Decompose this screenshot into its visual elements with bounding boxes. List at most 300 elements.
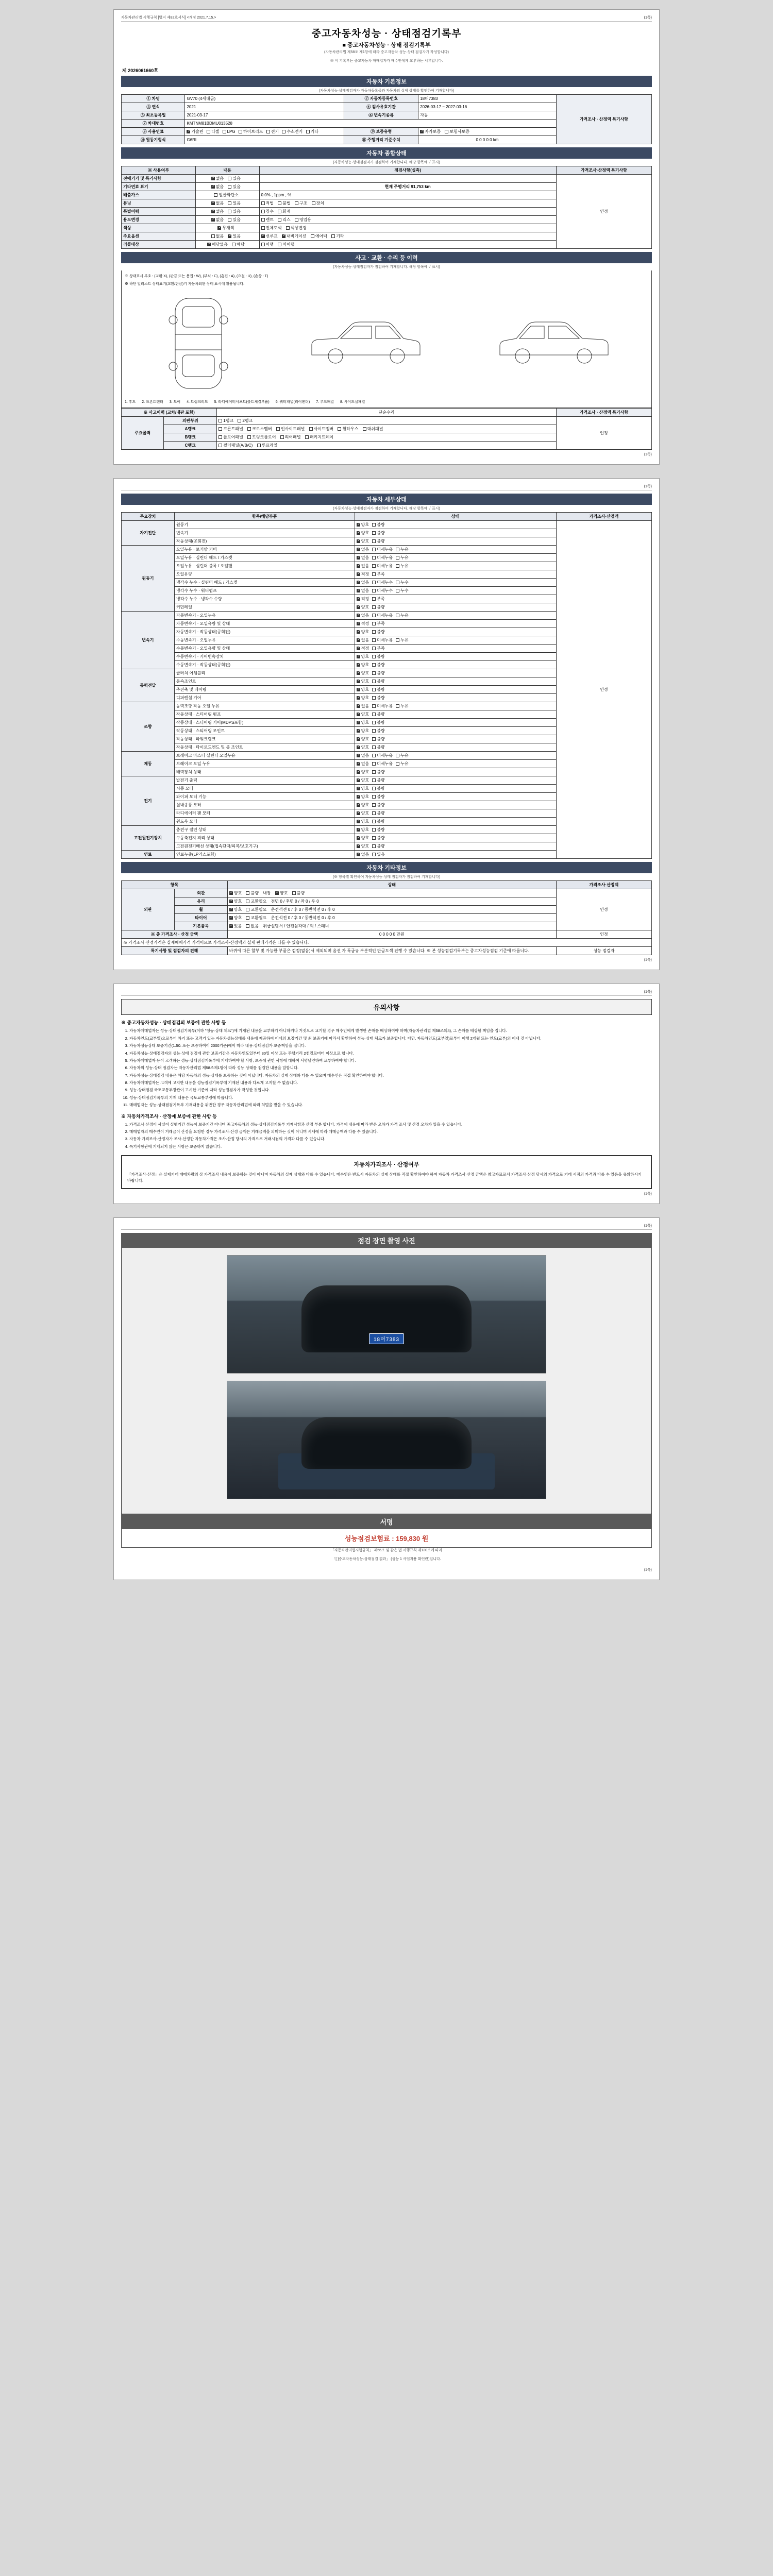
detail-opt-2[interactable]: [396, 637, 408, 643]
etc-row-2-opts[interactable]: [227, 906, 556, 914]
usechange-detail[interactable]: [259, 216, 556, 224]
usechange-none[interactable]: [211, 217, 224, 223]
checkbox-icon[interactable]: [372, 647, 376, 650]
detail-opt-0[interactable]: [357, 802, 369, 808]
checkbox-icon[interactable]: [372, 853, 376, 856]
detail-item-options[interactable]: [355, 653, 556, 661]
detail-item-options[interactable]: [355, 809, 556, 818]
recall-done[interactable]: [261, 242, 274, 247]
checkbox-icon[interactable]: [357, 729, 360, 733]
detail-item-options[interactable]: [355, 587, 556, 595]
checkbox-icon[interactable]: [372, 663, 376, 667]
checkbox-icon[interactable]: [357, 597, 360, 601]
detail-opt-1[interactable]: [372, 744, 384, 750]
checkbox-icon[interactable]: [357, 696, 360, 700]
fuel-options[interactable]: [185, 128, 344, 136]
checkbox-icon[interactable]: [357, 803, 360, 807]
detail-opt-1[interactable]: [372, 580, 393, 585]
checkbox-icon[interactable]: [357, 655, 360, 658]
checkbox-icon[interactable]: [396, 762, 399, 766]
checkbox-icon[interactable]: [372, 729, 376, 733]
detail-item-options[interactable]: [355, 710, 556, 719]
detail-opt-0[interactable]: [357, 794, 369, 800]
detail-item-options[interactable]: [355, 785, 556, 793]
wheel-replace[interactable]: [246, 907, 266, 912]
checkbox-icon[interactable]: [357, 844, 360, 848]
detail-item-options[interactable]: [355, 801, 556, 809]
detail-item-options[interactable]: [355, 743, 556, 752]
checkbox-icon[interactable]: [357, 688, 360, 691]
detail-opt-1[interactable]: [372, 794, 384, 800]
checkbox-icon[interactable]: [357, 647, 360, 650]
detail-item-options[interactable]: [355, 677, 556, 686]
opt-none-1[interactable]: [211, 184, 224, 190]
detail-opt-0[interactable]: [357, 646, 369, 651]
detail-opt-1[interactable]: [372, 637, 393, 643]
detail-opt-1[interactable]: [372, 646, 384, 651]
tuning-none[interactable]: [211, 200, 224, 206]
detail-opt-1[interactable]: [372, 596, 384, 602]
detail-item-options[interactable]: [355, 834, 556, 842]
checkbox-icon[interactable]: [357, 531, 360, 535]
detail-opt-0[interactable]: [357, 819, 369, 824]
checkbox-icon[interactable]: [357, 680, 360, 683]
checkbox-icon[interactable]: [357, 548, 360, 551]
frame-b-3[interactable]: [305, 434, 333, 440]
checkbox-icon[interactable]: [396, 638, 399, 642]
detail-item-options[interactable]: [355, 768, 556, 776]
detail-opt-2[interactable]: [396, 613, 408, 618]
tuning-detail[interactable]: [259, 199, 556, 208]
detail-opt-0[interactable]: [357, 571, 369, 577]
checkbox-icon[interactable]: [357, 811, 360, 815]
detail-opt-1[interactable]: [372, 670, 384, 676]
recall-yes[interactable]: [232, 242, 244, 247]
fuel-option-gasoline[interactable]: [187, 129, 203, 134]
detail-opt-0[interactable]: [357, 769, 369, 775]
detail-item-options[interactable]: [355, 669, 556, 677]
detail-opt-1[interactable]: [372, 571, 384, 577]
detail-item-options[interactable]: [355, 529, 556, 537]
opt-co[interactable]: [214, 192, 239, 198]
checkbox-icon[interactable]: [372, 581, 376, 584]
special-none[interactable]: [211, 209, 224, 214]
detail-opt-1[interactable]: [372, 687, 384, 692]
checkbox-icon[interactable]: [396, 614, 399, 617]
checkbox-icon[interactable]: [372, 795, 376, 799]
detail-item-options[interactable]: [355, 603, 556, 612]
special-flood[interactable]: [261, 209, 274, 214]
fuel-option-h2[interactable]: [282, 129, 303, 134]
row-opts-7[interactable]: [196, 232, 259, 241]
checkbox-icon[interactable]: [357, 663, 360, 667]
fuel-option-diesel[interactable]: [207, 129, 219, 134]
checkbox-icon[interactable]: [357, 836, 360, 840]
option-sunroof[interactable]: [261, 233, 278, 239]
checkbox-icon[interactable]: [357, 539, 360, 543]
detail-opt-0[interactable]: [357, 654, 369, 659]
detail-item-options[interactable]: [355, 537, 556, 546]
interior-bad[interactable]: [292, 890, 305, 896]
color-detail[interactable]: [259, 224, 556, 232]
detail-opt-1[interactable]: [372, 621, 384, 626]
tuning-illegal[interactable]: [278, 200, 290, 206]
color-original[interactable]: [217, 225, 234, 231]
special-detail[interactable]: [259, 208, 556, 216]
detail-item-options[interactable]: [355, 826, 556, 834]
detail-item-options[interactable]: [355, 546, 556, 554]
detail-opt-1[interactable]: [372, 761, 393, 767]
checkbox-icon[interactable]: [372, 548, 376, 551]
checkbox-icon[interactable]: [357, 564, 360, 568]
checkbox-icon[interactable]: [372, 556, 376, 560]
frame-a-5[interactable]: [363, 426, 383, 432]
detail-opt-0[interactable]: [357, 670, 369, 676]
detail-opt-1[interactable]: [372, 695, 384, 701]
exterior-good[interactable]: [229, 890, 242, 896]
row-opts-3[interactable]: [196, 199, 259, 208]
checkbox-icon[interactable]: [372, 811, 376, 815]
checkbox-icon[interactable]: [372, 721, 376, 724]
detail-opt-1[interactable]: [372, 538, 384, 544]
checkbox-icon[interactable]: [372, 671, 376, 675]
checkbox-icon[interactable]: [357, 770, 360, 774]
detail-opt-0[interactable]: [357, 761, 369, 767]
checkbox-icon[interactable]: [396, 754, 399, 757]
detail-item-options[interactable]: [355, 760, 556, 768]
color-changed[interactable]: [286, 225, 307, 231]
detail-item-options[interactable]: [355, 719, 556, 727]
row-opts-8[interactable]: [196, 241, 259, 249]
detail-item-options[interactable]: [355, 579, 556, 587]
detail-opt-2[interactable]: [396, 761, 408, 767]
checkbox-icon[interactable]: [357, 721, 360, 724]
checkbox-icon[interactable]: [372, 531, 376, 535]
checkbox-icon[interactable]: [357, 853, 360, 856]
checkbox-icon[interactable]: [357, 581, 360, 584]
opt-yes-1[interactable]: [228, 184, 240, 190]
checkbox-icon[interactable]: [372, 614, 376, 617]
detail-item-options[interactable]: [355, 645, 556, 653]
checkbox-icon[interactable]: [372, 564, 376, 568]
detail-opt-1[interactable]: [372, 728, 384, 734]
detail-opt-1[interactable]: [372, 604, 384, 610]
checkbox-icon[interactable]: [396, 564, 399, 568]
detail-opt-1[interactable]: [372, 654, 384, 659]
checkbox-icon[interactable]: [372, 787, 376, 790]
checkbox-icon[interactable]: [372, 680, 376, 683]
usechange-lease[interactable]: [278, 217, 290, 223]
detail-opt-0[interactable]: [357, 695, 369, 701]
checkbox-icon[interactable]: [357, 572, 360, 576]
checkbox-icon[interactable]: [396, 556, 399, 560]
checkbox-icon[interactable]: [396, 581, 399, 584]
option-etc[interactable]: [331, 233, 344, 239]
row-opts-4[interactable]: [196, 208, 259, 216]
glass-good[interactable]: [229, 899, 242, 904]
etc-row-3-opts[interactable]: [227, 914, 556, 922]
detail-opt-0[interactable]: [357, 852, 369, 857]
checkbox-icon[interactable]: [372, 589, 376, 592]
detail-opt-0[interactable]: [357, 613, 369, 618]
detail-item-options[interactable]: [355, 620, 556, 628]
checkbox-icon[interactable]: [372, 688, 376, 691]
detail-opt-1[interactable]: [372, 852, 384, 857]
checkbox-icon[interactable]: [357, 523, 360, 527]
detail-item-options[interactable]: [355, 694, 556, 702]
detail-opt-0[interactable]: [357, 662, 369, 668]
detail-opt-0[interactable]: [357, 596, 369, 602]
row-opts-6[interactable]: [196, 224, 259, 232]
checkbox-icon[interactable]: [372, 820, 376, 823]
recall-na[interactable]: [207, 242, 228, 247]
detail-opt-1[interactable]: [372, 777, 384, 783]
fuel-option-etc[interactable]: [306, 129, 318, 134]
checkbox-icon[interactable]: [357, 795, 360, 799]
detail-opt-1[interactable]: [372, 563, 393, 569]
usechange-rent[interactable]: [261, 217, 274, 223]
detail-opt-0[interactable]: [357, 744, 369, 750]
frame-items-a[interactable]: [217, 425, 557, 433]
checkbox-icon[interactable]: [372, 622, 376, 625]
detail-opt-1[interactable]: [372, 720, 384, 725]
option-nav[interactable]: [282, 233, 307, 239]
checkbox-icon[interactable]: [396, 548, 399, 551]
checkbox-icon[interactable]: [372, 770, 376, 774]
checkbox-icon[interactable]: [372, 778, 376, 782]
checkbox-icon[interactable]: [372, 844, 376, 848]
detail-opt-0[interactable]: [357, 563, 369, 569]
checkbox-icon[interactable]: [357, 614, 360, 617]
checkbox-icon[interactable]: [357, 737, 360, 741]
frame-b-0[interactable]: [219, 434, 243, 440]
detail-opt-0[interactable]: [357, 555, 369, 561]
checkbox-icon[interactable]: [396, 589, 399, 592]
checkbox-icon[interactable]: [372, 630, 376, 634]
detail-opt-0[interactable]: [357, 604, 369, 610]
frame-c-1[interactable]: [257, 443, 278, 448]
detail-item-options[interactable]: [355, 842, 556, 851]
detail-opt-1[interactable]: [372, 736, 384, 742]
detail-item-options[interactable]: [355, 595, 556, 603]
detail-opt-0[interactable]: [357, 530, 369, 536]
detail-item-options[interactable]: [355, 636, 556, 645]
detail-opt-2[interactable]: [396, 703, 408, 709]
row-opts-1[interactable]: [196, 183, 259, 191]
detail-opt-0[interactable]: [357, 703, 369, 709]
checkbox-icon[interactable]: [357, 778, 360, 782]
outer-rank1[interactable]: [219, 418, 233, 423]
warranty-option-insurer[interactable]: [445, 129, 469, 134]
frame-c-0[interactable]: [219, 443, 253, 448]
detail-opt-0[interactable]: [357, 736, 369, 742]
detail-opt-0[interactable]: [357, 637, 369, 643]
detail-opt-0[interactable]: [357, 810, 369, 816]
detail-opt-1[interactable]: [372, 662, 384, 668]
recall-detail[interactable]: [259, 241, 556, 249]
recall-pending[interactable]: [278, 242, 294, 247]
detail-opt-2[interactable]: [396, 753, 408, 758]
detail-opt-0[interactable]: [357, 588, 369, 594]
detail-item-options[interactable]: [355, 661, 556, 669]
detail-opt-1[interactable]: [372, 843, 384, 849]
detail-opt-0[interactable]: [357, 777, 369, 783]
etc-row-0-opts[interactable]: [227, 889, 556, 897]
checkbox-icon[interactable]: [372, 737, 376, 741]
detail-opt-0[interactable]: [357, 728, 369, 734]
warranty-options[interactable]: [418, 128, 557, 136]
checkbox-icon[interactable]: [372, 655, 376, 658]
detail-opt-0[interactable]: [357, 629, 369, 635]
opt-none-0[interactable]: [211, 176, 224, 181]
checkbox-icon[interactable]: [357, 762, 360, 766]
basic-items-no[interactable]: [246, 923, 258, 929]
checkbox-icon[interactable]: [372, 539, 376, 543]
detail-opt-0[interactable]: [357, 580, 369, 585]
frame-a-3[interactable]: [309, 426, 334, 432]
detail-opt-1[interactable]: [372, 555, 393, 561]
glass-replace[interactable]: [246, 899, 266, 904]
outer-rank-row[interactable]: [217, 417, 557, 425]
detail-item-options[interactable]: [355, 570, 556, 579]
detail-item-options[interactable]: [355, 562, 556, 570]
opt-yes-0[interactable]: [228, 176, 240, 181]
detail-opt-1[interactable]: [372, 786, 384, 791]
detail-opt-1[interactable]: [372, 753, 393, 758]
detail-opt-2[interactable]: [396, 588, 408, 594]
tire-good[interactable]: [229, 915, 242, 921]
checkbox-icon[interactable]: [357, 820, 360, 823]
checkbox-icon[interactable]: [372, 803, 376, 807]
detail-item-options[interactable]: [355, 851, 556, 859]
tuning-device[interactable]: [312, 200, 324, 206]
checkbox-icon[interactable]: [372, 523, 376, 527]
detail-opt-1[interactable]: [372, 819, 384, 824]
detail-opt-1[interactable]: [372, 588, 393, 594]
checkbox-icon[interactable]: [372, 704, 376, 708]
frame-b-1[interactable]: [247, 434, 276, 440]
outer-rank2[interactable]: [238, 418, 253, 423]
warranty-option-self[interactable]: [420, 129, 441, 134]
checkbox-icon[interactable]: [357, 828, 360, 832]
checkbox-icon[interactable]: [357, 622, 360, 625]
detail-opt-1[interactable]: [372, 522, 384, 528]
detail-item-options[interactable]: [355, 521, 556, 529]
detail-opt-0[interactable]: [357, 711, 369, 717]
detail-item-options[interactable]: [355, 793, 556, 801]
checkbox-icon[interactable]: [357, 589, 360, 592]
detail-item-options[interactable]: [355, 727, 556, 735]
color-full-repaint[interactable]: [261, 225, 282, 231]
checkbox-icon[interactable]: [372, 638, 376, 642]
detail-item-options[interactable]: [355, 554, 556, 562]
checkbox-icon[interactable]: [372, 762, 376, 766]
tire-replace[interactable]: [246, 915, 266, 921]
special-fire[interactable]: [278, 209, 290, 214]
detail-item-options[interactable]: [355, 686, 556, 694]
checkbox-icon[interactable]: [372, 572, 376, 576]
usechange-yes[interactable]: [228, 217, 240, 223]
detail-opt-0[interactable]: [357, 522, 369, 528]
checkbox-icon[interactable]: [396, 704, 399, 708]
option-airbag[interactable]: [311, 233, 327, 239]
fuel-option-lpg[interactable]: [223, 129, 236, 134]
checkbox-icon[interactable]: [357, 754, 360, 757]
detail-item-options[interactable]: [355, 818, 556, 826]
detail-item-options[interactable]: [355, 612, 556, 620]
detail-opt-0[interactable]: [357, 538, 369, 544]
detail-opt-0[interactable]: [357, 621, 369, 626]
detail-opt-1[interactable]: [372, 613, 393, 618]
frame-b-2[interactable]: [280, 434, 301, 440]
special-yes[interactable]: [228, 209, 240, 214]
detail-opt-0[interactable]: [357, 843, 369, 849]
detail-opt-0[interactable]: [357, 786, 369, 791]
detail-opt-1[interactable]: [372, 530, 384, 536]
detail-item-options[interactable]: [355, 735, 556, 743]
detail-opt-0[interactable]: [357, 679, 369, 684]
detail-opt-0[interactable]: [357, 753, 369, 758]
detail-opt-1[interactable]: [372, 547, 393, 552]
frame-items-b[interactable]: [217, 433, 557, 442]
row-opts-5[interactable]: [196, 216, 259, 224]
checkbox-icon[interactable]: [372, 745, 376, 749]
detail-opt-1[interactable]: [372, 835, 384, 841]
checkbox-icon[interactable]: [357, 713, 360, 716]
detail-opt-1[interactable]: [372, 703, 393, 709]
row-opts-0[interactable]: [196, 175, 259, 183]
usechange-biz[interactable]: [295, 217, 311, 223]
checkbox-icon[interactable]: [357, 556, 360, 560]
detail-item-options[interactable]: [355, 702, 556, 710]
row-opts-2[interactable]: [196, 191, 259, 199]
detail-opt-1[interactable]: [372, 679, 384, 684]
detail-opt-0[interactable]: [357, 835, 369, 841]
checkbox-icon[interactable]: [357, 745, 360, 749]
tuning-structure[interactable]: [295, 200, 307, 206]
detail-opt-2[interactable]: [396, 580, 408, 585]
checkbox-icon[interactable]: [372, 696, 376, 700]
detail-opt-1[interactable]: [372, 711, 384, 717]
detail-opt-0[interactable]: [357, 827, 369, 833]
exterior-bad[interactable]: [246, 890, 258, 896]
etc-row-1-opts[interactable]: [227, 897, 556, 906]
detail-opt-2[interactable]: [396, 547, 408, 552]
frame-a-2[interactable]: [276, 426, 305, 432]
detail-opt-0[interactable]: [357, 687, 369, 692]
checkbox-icon[interactable]: [372, 713, 376, 716]
etc-row-4-opts[interactable]: [227, 922, 556, 930]
option-detail[interactable]: [259, 232, 556, 241]
detail-opt-0[interactable]: [357, 720, 369, 725]
detail-opt-1[interactable]: [372, 802, 384, 808]
option-none[interactable]: [211, 233, 224, 239]
detail-item-options[interactable]: [355, 776, 556, 785]
checkbox-icon[interactable]: [357, 638, 360, 642]
checkbox-icon[interactable]: [372, 605, 376, 609]
detail-item-options[interactable]: [355, 628, 556, 636]
checkbox-icon[interactable]: [372, 597, 376, 601]
frame-a-4[interactable]: [338, 426, 358, 432]
checkbox-icon[interactable]: [372, 828, 376, 832]
tuning-legal[interactable]: [261, 200, 274, 206]
basic-items-yes[interactable]: [229, 923, 242, 929]
detail-opt-1[interactable]: [372, 827, 384, 833]
frame-a-1[interactable]: [247, 426, 272, 432]
detail-item-options[interactable]: [355, 752, 556, 760]
checkbox-icon[interactable]: [372, 754, 376, 757]
option-yes[interactable]: [228, 233, 240, 239]
